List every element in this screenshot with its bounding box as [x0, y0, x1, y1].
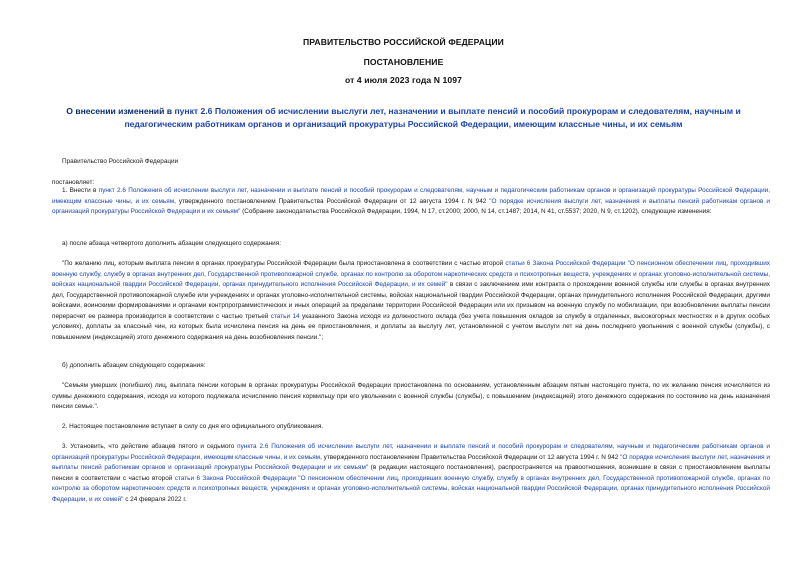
- government-line: [52, 157, 770, 168]
- quote-a-text-c: указанного Закона исходя из должностного оклада (без учета повышения окладов за службу в отдаленных, высокогорных местностях и в других особых условиях), доплаты за классный чин, из которых была исчислена пенсия на день ее приостановления, и доплаты за выслугу лет, установленной с учетом выслуги лет на день последнего увольнения с военной службы (службы), с повышением (индексацией) этого денежного содержания на день возобновления пенсии.";: [52, 312, 770, 341]
- subitem-a-text: а) после абзаца четвертого дополнить абзацем следующего содержания:: [62, 240, 281, 247]
- quote-b-text: "Семьям умерших (погибших) лиц, выплата пенсии которым в органах прокуратуры Российской Федерации приостановлена по основаниям, установленным абзацем пятым настоящего пункта, по их желанию пенсия исчисляется из суммы денежного содержания, исходя из которого подлежала исчислению пенсия кормильцу при его увольнении с военной службы (службы), с повышением (индексацией) этого денежного содержания по состоянию на день назначения пенсии семье.".: [52, 382, 770, 410]
- document-title: [60, 105, 747, 130]
- item-1-link-clause[interactable]: пункт 2.6 Положения об исчислении выслуги лет, назначении и выплате пенсий и пособий прокурорам и следователям, научным и педагогическим работникам органов и организаций прокуратуры Российской Федерации, имеющим классные чины, и их семьям: [52, 187, 771, 205]
- quote-a-link-article-14[interactable]: статьи 14: [270, 312, 300, 320]
- subitem-a-paragraph: [52, 239, 770, 250]
- quote-b-paragraph: [52, 381, 770, 413]
- item-3-text-a: 3. Установить, что действие абзацев пятого и седьмого: [62, 443, 238, 450]
- title-prefix: О внесении изменений в: [66, 106, 175, 116]
- item-2-paragraph: [52, 422, 770, 433]
- government-text: Правительство Российской Федерации: [62, 158, 179, 165]
- item-1-text-b: , утвержденного постановлением Правительства Российской Федерации от 12 августа 1994 г. N 942: [174, 197, 490, 205]
- title-link-clause-2-6[interactable]: пункт 2.6 Положения об исчислении выслуги лет, назначении и выплате пенсий и пособий прокурорам и следователям, научным и педагогическим работникам органов и организаций прокуратуры Российской Федерации, имеющим классные чины, и их семьям: [124, 106, 741, 129]
- item-1-text-c: (Собрание законодательства Российской Федерации, 1994, N 17, ст.2000; 2000, N 14, ст.1487; 2014, N 41, ст.5537; 2020, N 9, ст.1202), следующие изменения:: [240, 208, 712, 215]
- item-1-link-decree-942[interactable]: "О порядке исчисления выслуги лет, назначения и выплаты пенсий работникам органов и организаций прокуратуры Российской Федерации и их семьям": [52, 197, 770, 215]
- quote-a-text-b: в связи с заключением ими контракта о прохождении военной службы или службы в органах внутренних дел, Государственной противопожарной службе или учреждениях и органах уголовно-исполнительной системы, войсках национальной гвардии Российской Федерации, органах принудительного исполнения Российской Федерации, другими войсками, воинскими формированиями и органами контрпрограммистических и иных операций за пределами территории Российской Федерации или их призывом на военную службу по мобилизации, при возобновлении выплаты пенсии перерасчет ее размера производится в соответствии с частью третьей: [52, 281, 770, 320]
- quote-a-text-a: "По желанию лиц, которым выплата пенсии в органах прокуратуры Российской Федерации была приостановлена в соответствии с частью второй: [62, 260, 506, 267]
- item-3-link-decree-942[interactable]: "О порядке исчисления выслуги лет, назначения и выплаты пенсий работникам органов и организаций прокуратуры Российской Федерации и их семьям": [52, 453, 771, 471]
- subitem-b-text: б) дополнить абзацем следующего содержания:: [62, 362, 206, 369]
- item-3-link-clause[interactable]: пункта 2.6 Положения об исчислении выслуги лет, назначении и выплате пенсий и пособий прокурорам и следователям, научным и педагогическим работникам органов и организаций прокуратуры Российской Федерации, имеющим классные чины, и их семьям: [52, 443, 770, 461]
- issuing-authority: ПРАВИТЕЛЬСТВО РОССИЙСКОЙ ФЕДЕРАЦИИ: [303, 37, 504, 47]
- item-3-text-d: с 24 февраля 2022 г.: [123, 495, 187, 503]
- item-3-text-b: , утвержденного постановлением Правительства Российской Федерации от 12 августа 1994 г. N 942: [320, 453, 621, 461]
- item-3-text-c: (в редакции настоящего постановления), распространяется на правоотношения, возникшие в связи с приостановлением выплаты пенсии в соответствии с частью второй: [52, 464, 770, 482]
- document-date-number: от 4 июля 2023 года N 1097: [344, 75, 463, 85]
- document-type: ПОСТАНОВЛЕНИЕ: [363, 57, 444, 67]
- item-3-paragraph: [52, 442, 770, 505]
- item-2-text: 2. Настоящее постановление вступает в силу со дня его официального опубликования.: [62, 423, 324, 430]
- subitem-b-paragraph: [52, 361, 770, 372]
- decrees-line: постановляет:: [52, 179, 95, 186]
- item-1-text-a: 1. Внести в: [62, 187, 99, 194]
- item-1-paragraph: [52, 186, 770, 218]
- quote-a-paragraph: [52, 259, 770, 343]
- item-3-link-article-6[interactable]: статьи 6 Закона Российской Федерации "О пенсионном обеспечении лиц, проходивших военную службу, службу в органах внутренних дел, Государственной противопожарной службе, органах по контролю за оборотом наркотических средств и психотропных веществ, учреждениях и органах уголовно-исполнительной системы, войсках национальной гвардии Российской Федерации, органах принудительного исполнения Российской Федерации, и их семей": [52, 474, 771, 503]
- quote-a-link-article-6[interactable]: статьи 6 Закона Российской Федерации "О пенсионном обеспечении лиц, проходивших военную службу, службу в органах внутренних дел, Государственной противопожарной службе, органах по контролю за оборотом наркотических средств и психотропных веществ, учреждениях и органах уголовно-исполнительной системы, войсках национальной гвардии Российской Федерации, органах принудительного исполнения Российской Федерации, и их семей": [52, 260, 770, 288]
